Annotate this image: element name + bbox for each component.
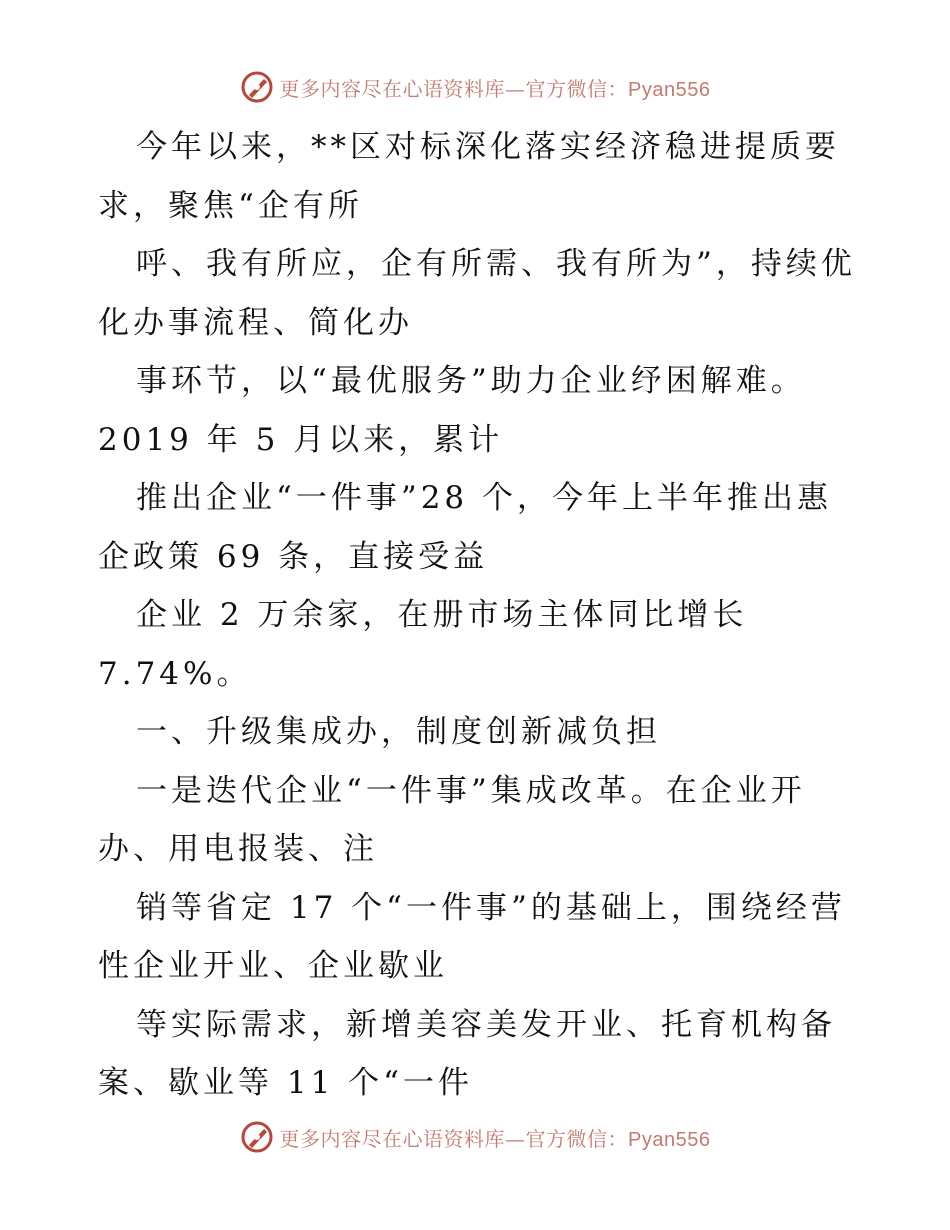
footer-watermark-banner (0, 1120, 950, 1154)
section-heading: 一、升级集成办，制度创新减负担 (136, 714, 661, 750)
watermark-text: 更多内容尽在心语资料库—官方微信：Pyan556 (279, 76, 711, 101)
text-line: 企政策 69 条，直接受益 (98, 538, 489, 575)
text-line: 求，聚焦“企有所 (98, 187, 363, 224)
text-line: 事环节，以“最优服务”助力企业纾困解难。 (136, 363, 806, 399)
text-line: 等实际需求，新增美容美发开业、托育机构备 (136, 1006, 836, 1043)
text-line: 办、用电报装、注 (98, 831, 378, 867)
text-line: 2019 年 5 月以来，累计 (98, 421, 504, 458)
text-line: 化办事流程、简化办 (98, 304, 413, 341)
text-line: 一是迭代企业“一件事”集成改革。在企业开 (136, 772, 806, 809)
text-line: 7.74%。 (98, 655, 252, 692)
text-line: 销等省定 17 个“一件事”的基础上，围绕经营 (136, 889, 846, 926)
text-line: 呼、我有所应，企有所需、我有所为”，持续优 (136, 246, 856, 282)
pen-seal-icon (240, 70, 274, 104)
text-line: 企业 2 万余家，在册市场主体同比增长 (136, 597, 748, 633)
text-line: 推出企业“一件事”28 个，今年上半年推出惠 (136, 480, 832, 516)
text-line: 案、歇业等 11 个“一件 (98, 1065, 474, 1101)
watermark-text: 更多内容尽在心语资料库—官方微信：Pyan556 (279, 1126, 711, 1151)
text-line: 性企业开业、企业歇业 (98, 948, 448, 984)
pen-seal-icon (240, 1120, 274, 1154)
header-watermark-banner (0, 70, 950, 104)
text-line: 今年以来，**区对标深化落实经济稳进提质要 (136, 129, 840, 165)
document-body (98, 118, 878, 1113)
